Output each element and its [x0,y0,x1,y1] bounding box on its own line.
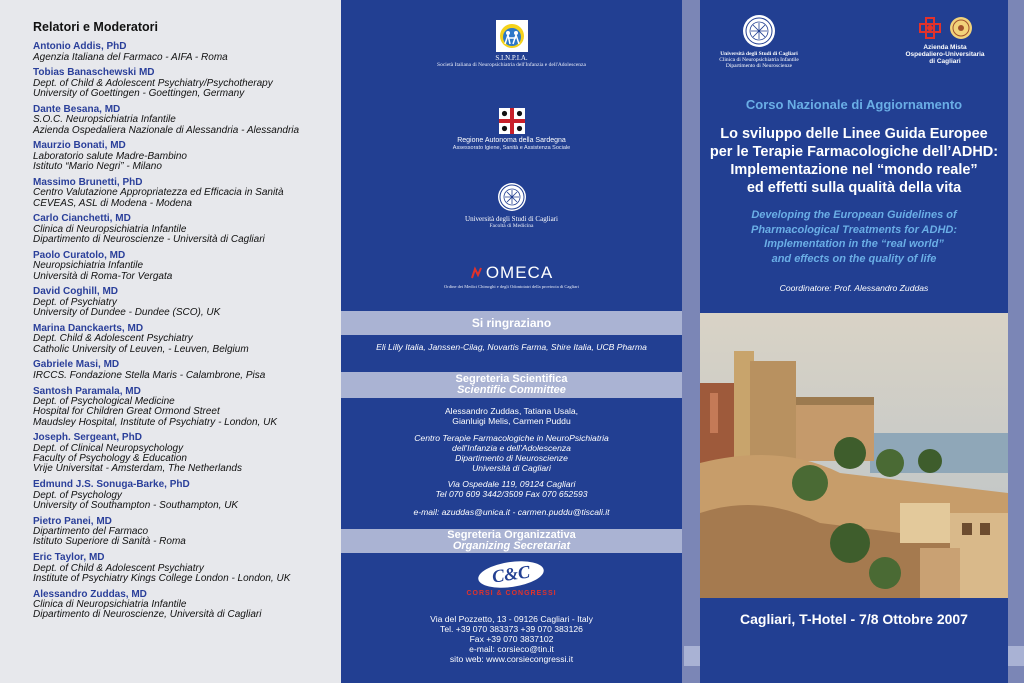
sardegna-subtitle: Assessorato Igiene, Sanità e Assistenza Sociale [452,145,571,151]
cover-logo-right-2: Ospedaliero-Universitaria [905,51,985,58]
speaker-affiliation: Dipartimento di Neuroscienze - Università di Cagliari [33,234,265,245]
scientific-address-1: Via Ospedale 119, 09124 Cagliari [447,479,576,489]
speaker-affiliation: Centro Valutazione Appropriatezza ed Efficacia in Sanità [33,187,284,199]
speaker-affiliation: Hospital for Children Great Ormond Street [33,406,220,418]
speaker-affiliation: S.O.C. Neuropsichiatria Infantile [33,114,176,126]
speaker-name: Dante Besana, MD [33,103,121,115]
speaker-affiliation: Università di Roma-Tor Vergata [33,270,173,282]
omeca-subtitle: Ordine dei Medici Chirurghi e degli Odontoiatri della provincia di Cagliari [444,284,579,289]
organizing-address: Via del Pozzetto, 13 - 09126 Cagliari - Italy [430,614,593,624]
speaker-name: Tobias Banaschewski MD [33,67,155,79]
unica-logo-block [341,182,682,230]
cover-logo-left-2: Clinica di Neuropsichiatria Infantile [719,57,799,63]
scientific-heading-en: Scientific Committee [457,384,566,396]
cover-title-en-2: Pharmacological Treatments for ADHD: [751,223,957,236]
scientific-address [341,479,682,499]
scientific-center-4: Università di Cagliari [472,463,551,473]
cover-title-en [700,208,1008,266]
cover-logo-right-1: Azienda Mista [923,44,967,51]
cover-logo-left [704,14,814,69]
speaker-affiliation: Dept. of Child & Adolescent Psychiatry [33,562,204,574]
omeca-mark-icon [470,266,484,280]
speaker-name: Massimo Brunetti, PhD [33,176,143,188]
speaker-affiliation: Dept. of Clinical Neuropsychology [33,442,184,454]
cover-title [700,125,1008,197]
omeca-title: OMECA [485,263,554,282]
speaker-affiliation: Dept. of Psychology [33,489,122,501]
speaker-name: Gabriele Masi, MD [33,359,120,371]
cover-panel [700,0,1008,683]
speaker-entry [33,105,341,136]
scientific-heading [341,372,682,398]
organizing-email-link[interactable]: e-mail: corsieco@tin.it [469,644,554,654]
speaker-entry [33,590,341,621]
speaker-name: Edmund J.S. Sonuga-Barke, PhD [33,479,190,490]
cc-logo: C&C [477,558,546,592]
speaker-affiliation: Dept. of Psychiatry [33,296,117,308]
sardegna-title: Regione Autonoma della Sardegna [457,137,566,144]
sinpia-logo-block [341,20,682,69]
speaker-name: Santosh Paramala, MD [33,385,141,397]
cc-logo-block [341,562,682,597]
organizing-contacts [341,614,682,664]
cover-title-1: Lo sviluppo delle Linee Guida Europee [720,126,988,142]
speaker-affiliation: Clinica di Neuropsichiatria Infantile [33,599,187,610]
speaker-affiliation: Laboratorio salute Madre-Bambino [33,150,187,162]
organizing-fax: Fax +39 070 3837102 [469,634,554,644]
unica-title: Università degli Studi di Cagliari [465,215,558,223]
speaker-affiliation: Catholic University of Leuven, - Leuven, Belgium [33,343,249,355]
course-label: Corso Nazionale di Aggiornamento [745,97,963,112]
speaker-entry [33,251,341,282]
cover-title-3: Implementazione nel “mondo reale” [730,162,978,178]
organizing-web-link[interactable]: sito web: www.corsiecongressi.it [449,654,574,664]
speaker-entry [33,42,341,63]
cover-logo-left-1: Università degli Studi di Cagliari [720,51,798,57]
middle-panel [341,0,682,683]
speaker-entry [33,480,341,511]
speaker-name: Joseph. Sergeant, PhD [33,432,142,444]
speakers-panel [0,0,341,683]
speaker-name: Alessandro Zuddas, MD [33,588,147,600]
scientific-email-link[interactable]: e-mail: azuddas@unica.it - carmen.puddu@tiscali.it [413,507,610,517]
speakers-heading: Relatori e Moderatori [33,20,159,34]
speaker-affiliation: Faculty of Psychology & Education [33,453,187,464]
scientific-names-2: Gianluigi Melis, Carmen Puddu [452,416,571,426]
organizing-heading-en: Organizing Secretariat [452,540,571,552]
speaker-affiliation: Dipartimento del Farmaco [33,526,149,537]
speaker-entry [33,178,341,209]
speaker-affiliation: Maudsley Hospital, Institute of Psychiatry - London, UK [33,416,278,428]
speaker-entry [33,324,341,355]
thanks-heading: Si ringraziano [341,311,682,335]
speaker-affiliation: Azienda Ospedaliera Nazionale di Alessandria - Alessandria [33,124,300,136]
speaker-entry [33,360,341,381]
speaker-name: Pietro Panei, MD [33,515,112,527]
scientific-names [341,406,682,426]
speaker-affiliation: University of Dundee - Dundee (SCO), UK [33,307,221,318]
speaker-affiliation: University of Southampton - Southampton, UK [33,499,239,511]
organizing-heading [341,529,682,553]
cover-logo-left-3: Dipartimento di Neuroscienze [725,63,793,69]
speaker-entry [33,553,341,584]
cover-title-en-4: and effects on the quality of life [771,252,937,265]
university-seal-icon [497,182,527,212]
thanks-text: Eli Lilly Italia, Janssen-Cilag, Novartis Farma, Shire Italia, UCB Pharma [376,342,647,352]
coordinator: Coordinatore: Prof. Alessandro Zuddas [779,283,929,293]
cover-title-2: per le Terapie Farmacologiche dell’ADHD: [709,144,999,160]
cover-title-en-1: Developing the European Guidelines of [751,209,957,221]
speaker-affiliation: Dept. Child & Adolescent Psychiatry [33,333,193,345]
speaker-entry [33,287,341,318]
speaker-name: Marina Danckaerts, MD [33,322,144,334]
speaker-name: Maurzio Bonati, MD [33,140,126,152]
speaker-affiliation: Institute of Psychiatry Kings College London - London, UK [33,572,291,584]
organizing-tel: Tel. +39 070 383373 +39 070 383126 [440,624,583,634]
scientific-center-1: Centro Terapie Farmacologiche in NeuroPsichiatria [414,433,609,443]
speaker-affiliation: CEVEAS, ASL di Modena - Modena [33,197,192,209]
speaker-affiliation: Istituto “Mario Negri” - Milano [33,161,162,172]
scientific-center [341,433,682,473]
venue-date: Cagliari, T-Hotel - 7/8 Ottobre 2007 [740,611,968,627]
cover-title-en-3: Implementation in the “real world” [764,238,944,250]
speaker-name: Antonio Addis, PhD [33,41,127,52]
speaker-affiliation: Neuropsichiatria Infantile [33,260,144,272]
speaker-name: Paolo Curatolo, MD [33,249,126,261]
speaker-name: Carlo Cianchetti, MD [33,213,131,225]
speaker-entry [33,68,341,99]
scientific-center-3: Dipartimento di Neuroscienze [455,453,568,463]
speaker-entry [33,433,341,474]
sinpia-subtitle: Società Italiana di Neuropsichiatria dell'Infanzia e dell'Adolescenza [437,62,586,68]
speaker-entry [33,517,341,548]
speaker-affiliation: Dept. of Psychological Medicine [33,396,175,408]
university-seal-icon [742,14,776,48]
speaker-name: David Coghill, MD [33,286,118,298]
omeca-logo-block [341,263,682,290]
cover-logo-right [890,16,1000,65]
hospital-seal-icon [949,16,973,40]
scientific-heading-it: Segreteria Scientifica [455,373,568,385]
speaker-affiliation: Istituto Superiore di Sanità - Roma [33,536,186,548]
speaker-affiliation: University of Goettingen - Goettingen, Germany [33,88,245,99]
scientific-address-2: Tel 070 609 3442/3509 Fax 070 652593 [435,489,588,499]
unica-subtitle: Facoltà di Medicina [489,223,534,229]
speaker-affiliation: Dept. of Child & Adolescent Psychiatry/Psychotherapy [33,77,273,89]
speaker-entry [33,141,341,172]
speaker-affiliation: IRCCS. Fondazione Stella Maris - Calambrone, Pisa [33,369,266,381]
sinpia-title: S.I.N.P.I.A. [495,54,528,62]
cc-logo-sub: CORSI & CONGRESSI [466,590,557,597]
sardegna-logo-block [341,108,682,152]
speaker-affiliation: Vrije Universitat - Amsterdam, The Netherlands [33,463,242,475]
hospital-cross-icon [917,16,943,40]
organizing-heading-it: Segreteria Organizzativa [447,529,576,541]
cagliari-photo [700,313,1008,598]
speaker-list [33,42,341,620]
speaker-affiliation: Dipartimento di Neuroscienze, Università di Cagliari [33,609,262,621]
speaker-affiliation: Agenzia Italiana del Farmaco - AIFA - Roma [33,51,228,63]
speaker-name: Eric Taylor, MD [33,552,105,563]
scientific-center-2: dell'Infanzia e dell'Adolescenza [452,443,571,453]
speaker-affiliation: Clinica di Neuropsichiatria Infantile [33,223,187,235]
cover-logo-right-3: di Cagliari [929,58,961,65]
cover-title-4: ed effetti sulla qualità della vita [746,180,962,196]
sardinia-flag-icon [499,108,525,134]
speaker-entry [33,214,341,245]
speaker-entry [33,387,341,428]
scientific-names-1: Alessandro Zuddas, Tatiana Usala, [444,406,579,416]
sinpia-logo-icon [496,20,528,52]
